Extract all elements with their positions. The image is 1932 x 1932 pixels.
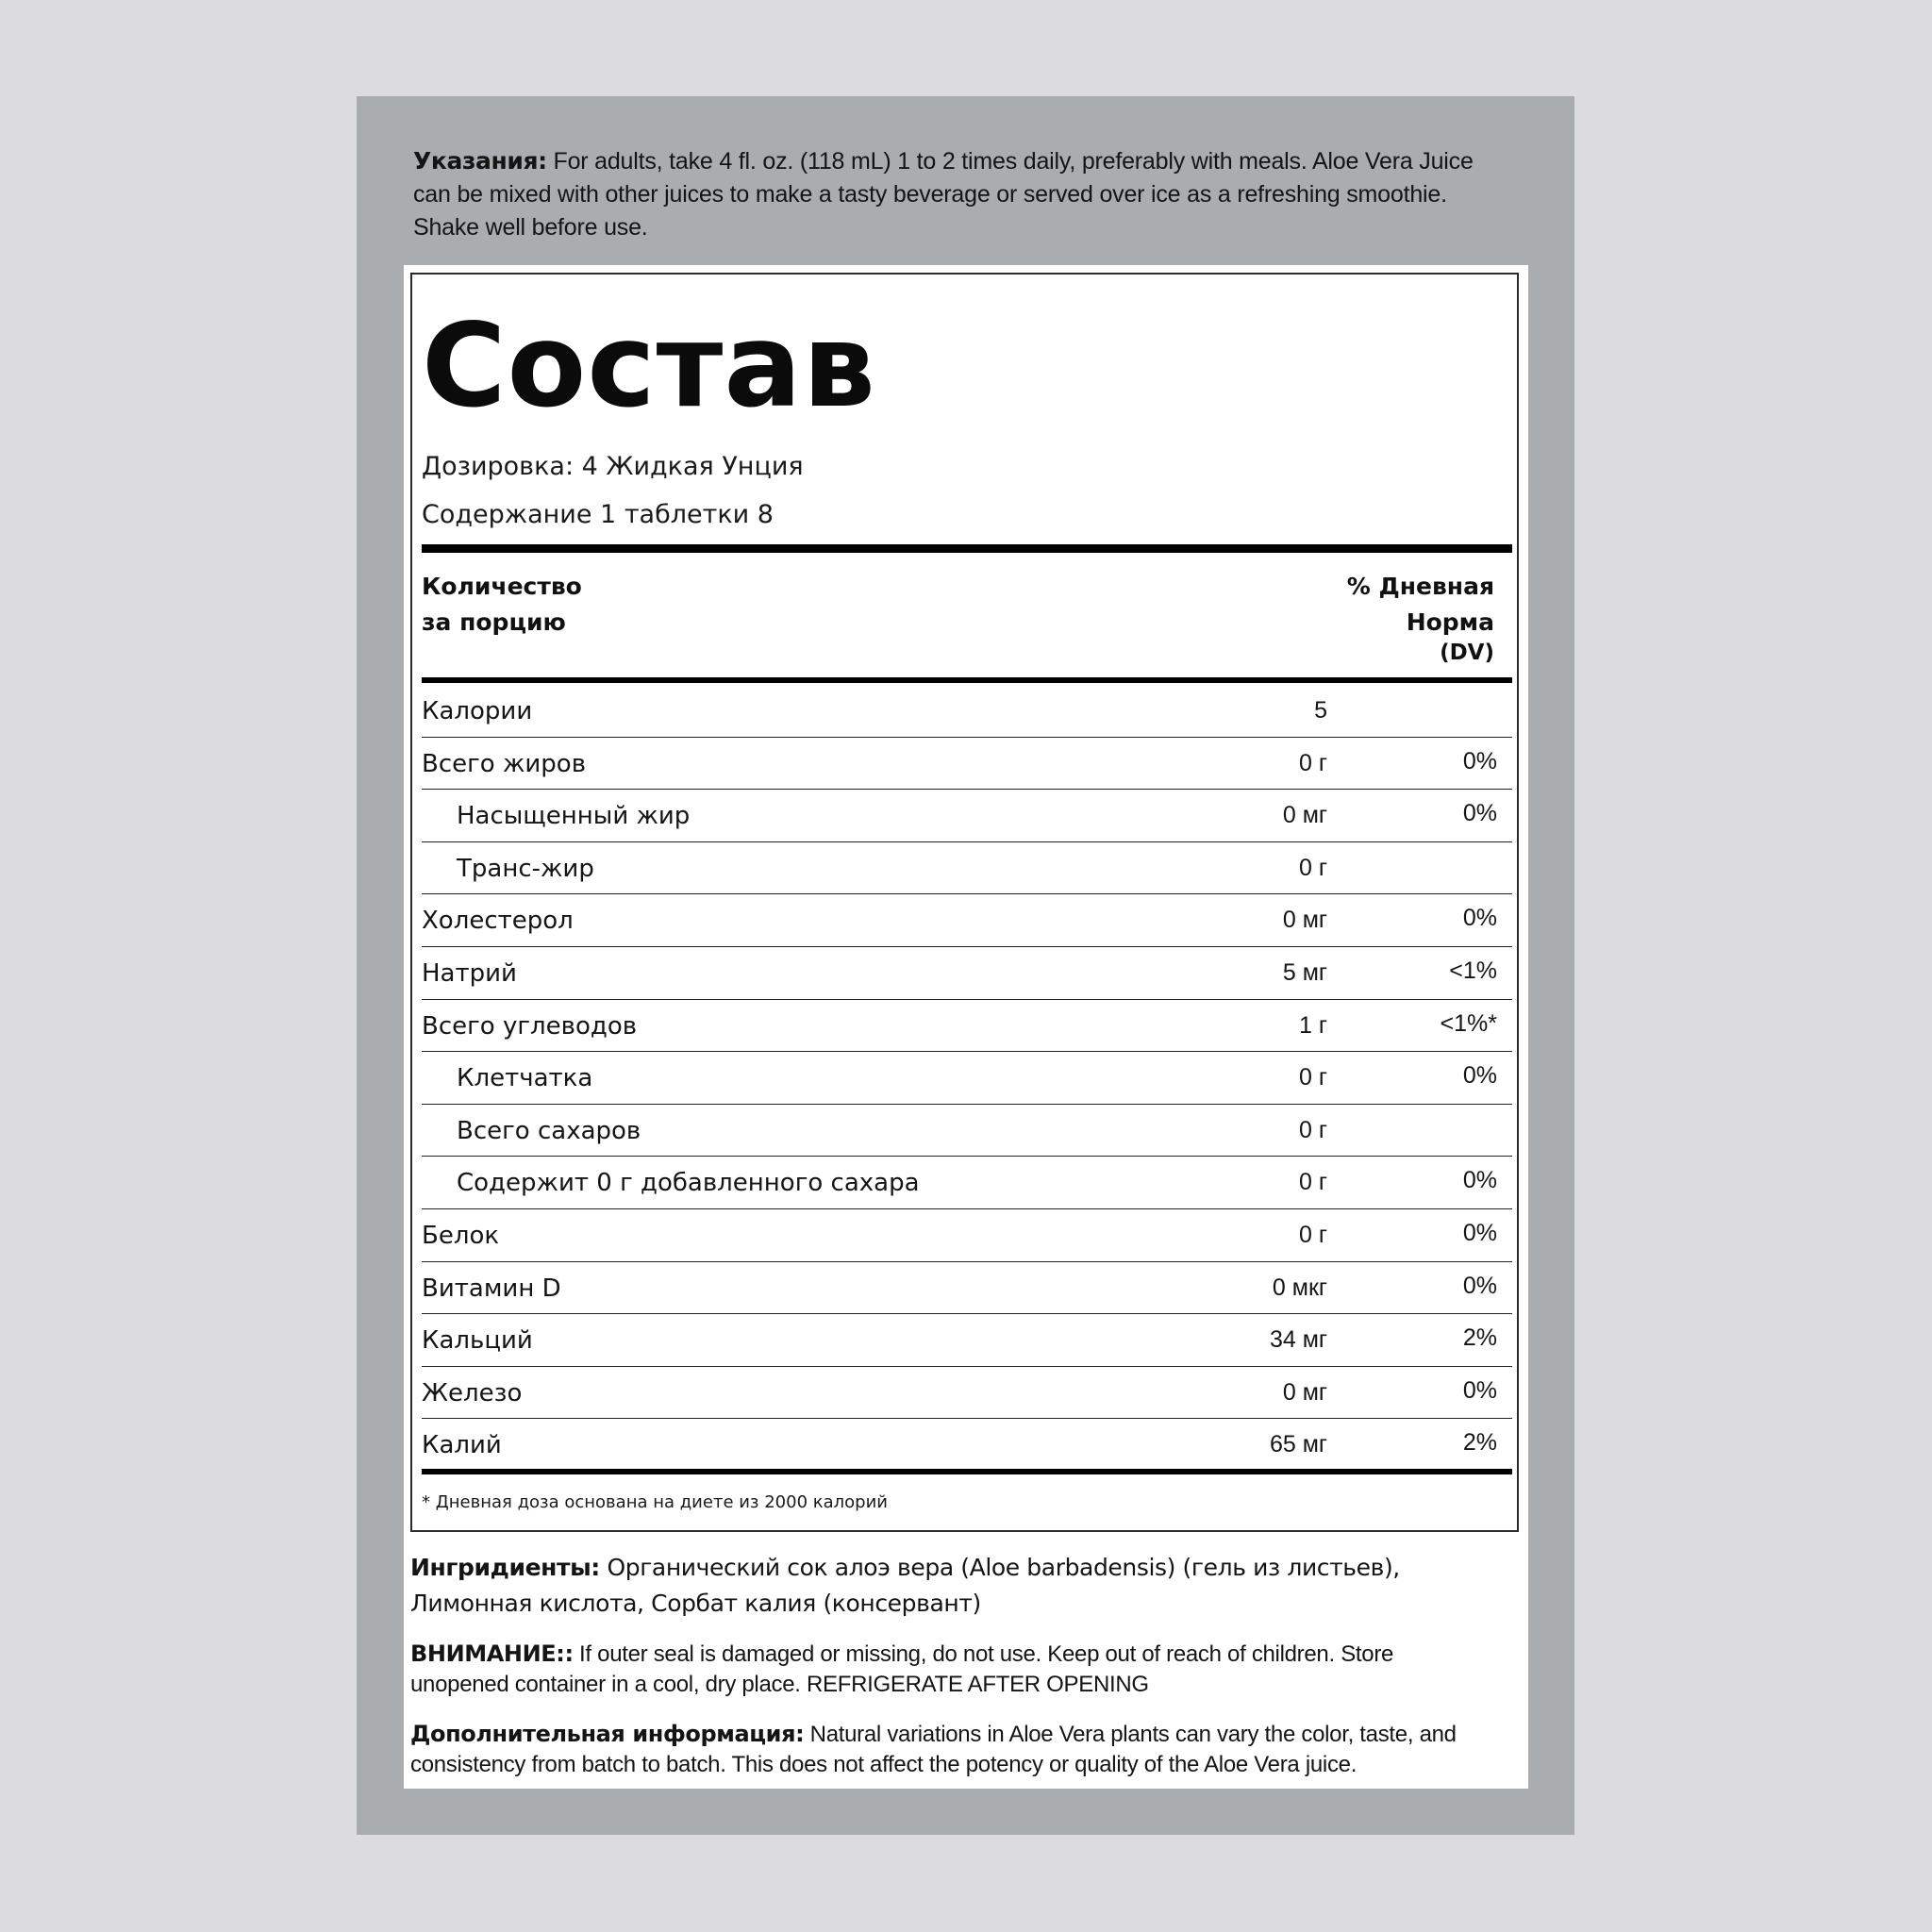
nutrient-amount: 65 мг <box>1269 1431 1327 1458</box>
table-row <box>422 1314 1512 1367</box>
table-row <box>422 1000 1512 1053</box>
nutrient-name: Всего сахаров <box>457 1116 641 1145</box>
nutrient-amount: 0 мг <box>1282 907 1327 934</box>
nutrient-dv: <1%* <box>1440 1009 1497 1037</box>
table-row <box>422 947 1512 1000</box>
header-right-line2: Норма <box>1406 608 1494 636</box>
bottom-divider <box>422 1469 1512 1474</box>
nutrient-amount: 5 <box>1314 697 1327 724</box>
nutrient-amount: 5 мг <box>1282 958 1327 986</box>
serving-size: Дозировка: 4 Жидкая Унция <box>422 452 804 481</box>
daily-value-header <box>1306 569 1494 665</box>
warning-text <box>410 1639 1495 1700</box>
nutrient-dv: 0% <box>1462 1272 1497 1299</box>
nutrient-name: Транс-жир <box>457 854 594 883</box>
nutrient-amount: 0 г <box>1299 1221 1327 1248</box>
header-divider <box>422 677 1512 683</box>
table-row <box>422 1419 1512 1472</box>
nutrient-dv: 0% <box>1462 905 1497 932</box>
nutrient-dv: 2% <box>1462 1324 1497 1352</box>
nutrient-name: Калий <box>422 1431 502 1460</box>
nutrient-name: Калории <box>422 697 533 725</box>
nutrient-name: Железо <box>422 1378 523 1407</box>
nutrient-dv: 0% <box>1462 1167 1497 1194</box>
table-row <box>422 738 1512 791</box>
nutrient-name: Всего жиров <box>422 749 587 778</box>
nutrient-amount: 0 г <box>1299 749 1327 776</box>
table-row <box>422 1157 1512 1209</box>
nutrient-dv: 0% <box>1462 800 1497 827</box>
nutrient-name: Клетчатка <box>457 1064 593 1093</box>
nutrient-name: Всего углеводов <box>422 1011 638 1041</box>
table-row <box>422 685 1512 738</box>
warning-body: If outer seal is damaged or missing, do not use. Keep out of reach of children. Store unopened container in a cool, dry place. REFRIGERATE AFTER OPENING <box>410 1641 1394 1697</box>
header-left-line2: за порцию <box>422 608 566 636</box>
table-row <box>422 842 1512 895</box>
nutrient-name: Содержит 0 г добавленного сахара <box>457 1169 920 1198</box>
nutrient-dv: 0% <box>1462 1376 1497 1404</box>
directions-label: Указания: <box>413 147 547 175</box>
nutrition-facts-box <box>410 273 1519 1532</box>
nutrient-name: Натрий <box>422 958 517 988</box>
ingredients-label: Ингридиенты: <box>410 1554 600 1581</box>
nutrient-dv: <1% <box>1449 957 1497 984</box>
nutrient-amount: 1 г <box>1299 1011 1327 1039</box>
table-row <box>422 790 1512 842</box>
header-right-line1: % Дневная <box>1346 573 1494 600</box>
table-row <box>422 1209 1512 1262</box>
servings-per-container: Содержание 1 таблетки 8 <box>422 500 774 529</box>
table-row <box>422 1105 1512 1158</box>
table-row <box>422 894 1512 947</box>
nutrient-amount: 34 мг <box>1269 1326 1327 1354</box>
nutrient-name: Насыщенный жир <box>457 802 691 831</box>
nutrient-amount: 0 г <box>1299 1116 1327 1143</box>
nutrient-dv: 0% <box>1462 1062 1497 1090</box>
table-row <box>422 1367 1512 1420</box>
header-right-line3: (DV) <box>1440 641 1494 665</box>
nutrient-amount: 0 г <box>1299 1064 1327 1091</box>
nutrient-dv: 0% <box>1462 747 1497 774</box>
nutrient-amount: 0 мкг <box>1272 1274 1327 1301</box>
directions-body: For adults, take 4 fl. oz. (118 mL) 1 to 2 times daily, preferably with meals. Aloe Vera Juice can be mixed with other juices to make a tasty beverage or served over ice as a refreshing smoothie. Shake well before use. <box>413 148 1474 241</box>
nutrient-amount: 0 г <box>1299 1169 1327 1196</box>
nutrient-name: Белок <box>422 1221 500 1250</box>
header-left-line1: Количество <box>422 573 582 600</box>
nutrient-name: Кальций <box>422 1326 533 1356</box>
nutrient-amount: 0 мг <box>1282 802 1327 829</box>
directions-text <box>413 144 1507 244</box>
nutrient-amount: 0 мг <box>1282 1378 1327 1406</box>
table-row <box>422 1052 1512 1105</box>
ingredients-text <box>410 1550 1495 1622</box>
additional-info-label: Дополнительная информация: <box>410 1721 805 1747</box>
nutrient-amount: 0 г <box>1299 854 1327 881</box>
facts-title: Состав <box>422 299 876 433</box>
nutrient-dv: 2% <box>1462 1429 1497 1457</box>
daily-value-footnote: * Дневная доза основана на диете из 2000 калорий <box>422 1492 888 1512</box>
additional-info-text <box>410 1719 1495 1780</box>
warning-label: ВНИМАНИЕ:: <box>410 1641 574 1667</box>
amount-per-serving-header <box>422 569 705 641</box>
ingredients-body: Органический сок алоэ вера (Aloe barbadensis) (гель из листьев), Лимонная кислота, Сорбат калия (консервант) <box>410 1554 1400 1617</box>
additional-info-body: Natural variations in Aloe Vera plants can vary the color, taste, and consistency from batch to batch. This does not affect the potency or quality of the Aloe Vera juice. <box>410 1722 1457 1777</box>
nutrient-rows <box>422 685 1512 1472</box>
nutrient-name: Витамин D <box>422 1274 561 1303</box>
nutrient-name: Холестерол <box>422 907 574 936</box>
thick-divider <box>422 544 1512 553</box>
nutrient-dv: 0% <box>1462 1219 1497 1246</box>
table-row <box>422 1262 1512 1315</box>
